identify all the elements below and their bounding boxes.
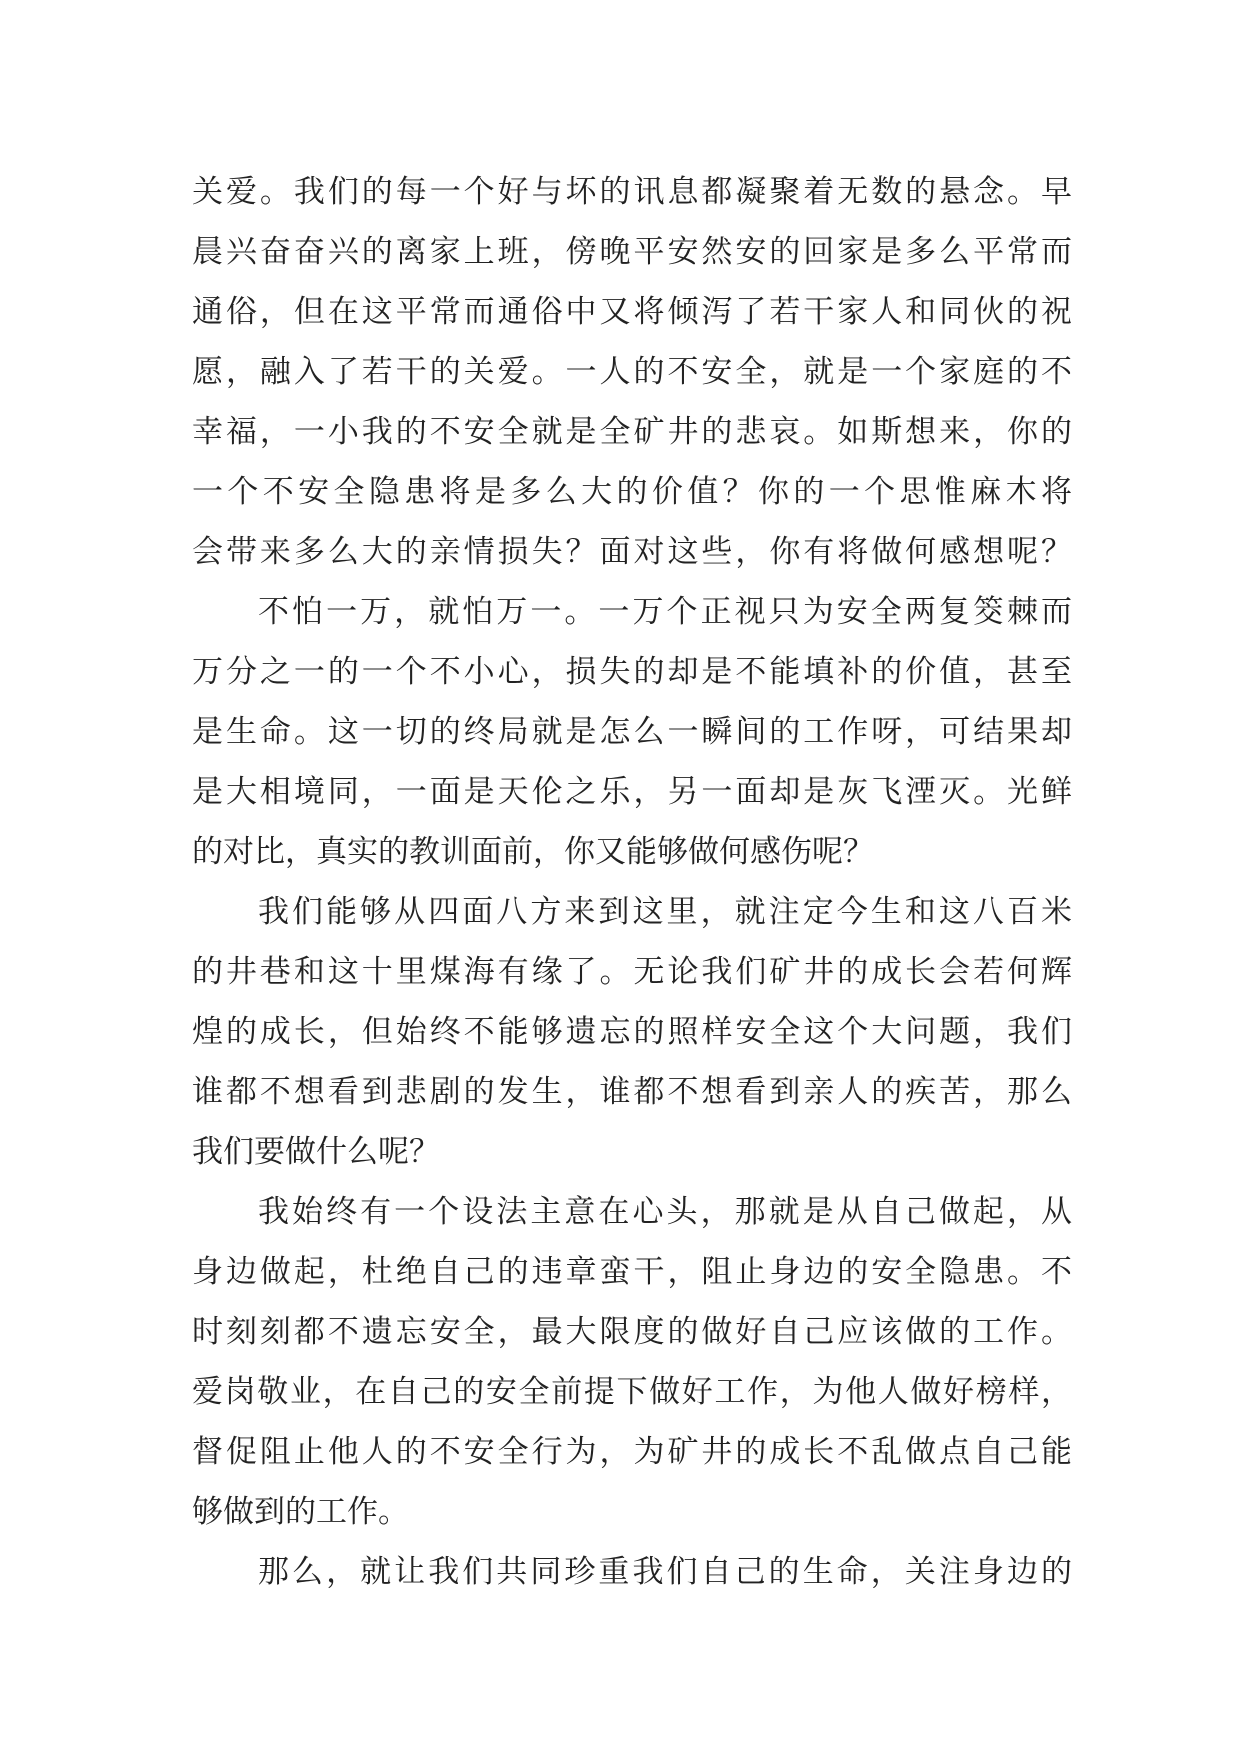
- text-line: 我始终有一个设法主意在心头，那就是从自己做起，从: [258, 1194, 1072, 1230]
- text-line: 会带来多么大的亲情损失？面对这些，你有将做何感想呢？: [192, 534, 1072, 570]
- paragraph-5: [192, 1542, 1072, 1602]
- text-line: 关爱。我们的每一个好与坏的讯息都凝聚着无数的悬念。早: [192, 174, 1072, 210]
- text-line: 够做到的工作。: [192, 1494, 409, 1530]
- text-line: 的对比，真实的教训面前，你又能够做何感伤呢？: [192, 834, 874, 870]
- paragraph-4: [192, 1182, 1072, 1542]
- paragraph-2: [192, 582, 1072, 882]
- text-line: 身边做起，杜绝自己的违章蛮干，阻止身边的安全隐患。不: [192, 1254, 1072, 1290]
- text-line: 的井巷和这十里煤海有缘了。无论我们矿井的成长会若何辉: [192, 954, 1072, 990]
- text-line: 愿，融入了若干的关爱。一人的不安全，就是一个家庭的不: [192, 354, 1072, 390]
- text-line: 通俗，但在这平常而通俗中又将倾泻了若干家人和同伙的祝: [192, 294, 1072, 330]
- paragraph-1: [192, 162, 1072, 582]
- text-line: 是大相境同，一面是天伦之乐，另一面却是灰飞湮灭。光鲜: [192, 774, 1072, 810]
- text-line: 不怕一万，就怕万一。一万个正视只为安全两复筊棘而: [258, 594, 1072, 630]
- text-line: 晨兴奋奋兴的离家上班，傍晚平安然安的回家是多么平常而: [192, 234, 1072, 270]
- paragraph-3: [192, 882, 1072, 1182]
- text-line: 一个不安全隐患将是多么大的价值？你的一个思惟麻木将: [192, 474, 1072, 510]
- text-line: 时刻刻都不遗忘安全，最大限度的做好自己应该做的工作。: [192, 1314, 1072, 1350]
- text-line: 那么，就让我们共同珍重我们自己的生命，关注身边的: [258, 1554, 1072, 1590]
- text-line: 爱岗敬业，在自己的安全前提下做好工作，为他人做好榜样，: [192, 1374, 1072, 1410]
- text-line: 我们要做什么呢？: [192, 1134, 440, 1170]
- text-line: 万分之一的一个不小心，损失的却是不能填补的价值，甚至: [192, 654, 1072, 690]
- text-line: 煌的成长，但始终不能够遗忘的照样安全这个大问题，我们: [192, 1014, 1072, 1050]
- document-body: [192, 162, 1072, 1602]
- text-line: 督促阻止他人的不安全行为，为矿井的成长不乱做点自己能: [192, 1434, 1072, 1470]
- text-line: 幸福，一小我的不安全就是全矿井的悲哀。如斯想来，你的: [192, 414, 1072, 450]
- text-line: 谁都不想看到悲剧的发生，谁都不想看到亲人的疾苦，那么: [192, 1074, 1072, 1110]
- text-line: 是生命。这一切的终局就是怎么一瞬间的工作呀，可结果却: [192, 714, 1072, 750]
- text-line: 我们能够从四面八方来到这里，就注定今生和这八百米: [258, 894, 1072, 930]
